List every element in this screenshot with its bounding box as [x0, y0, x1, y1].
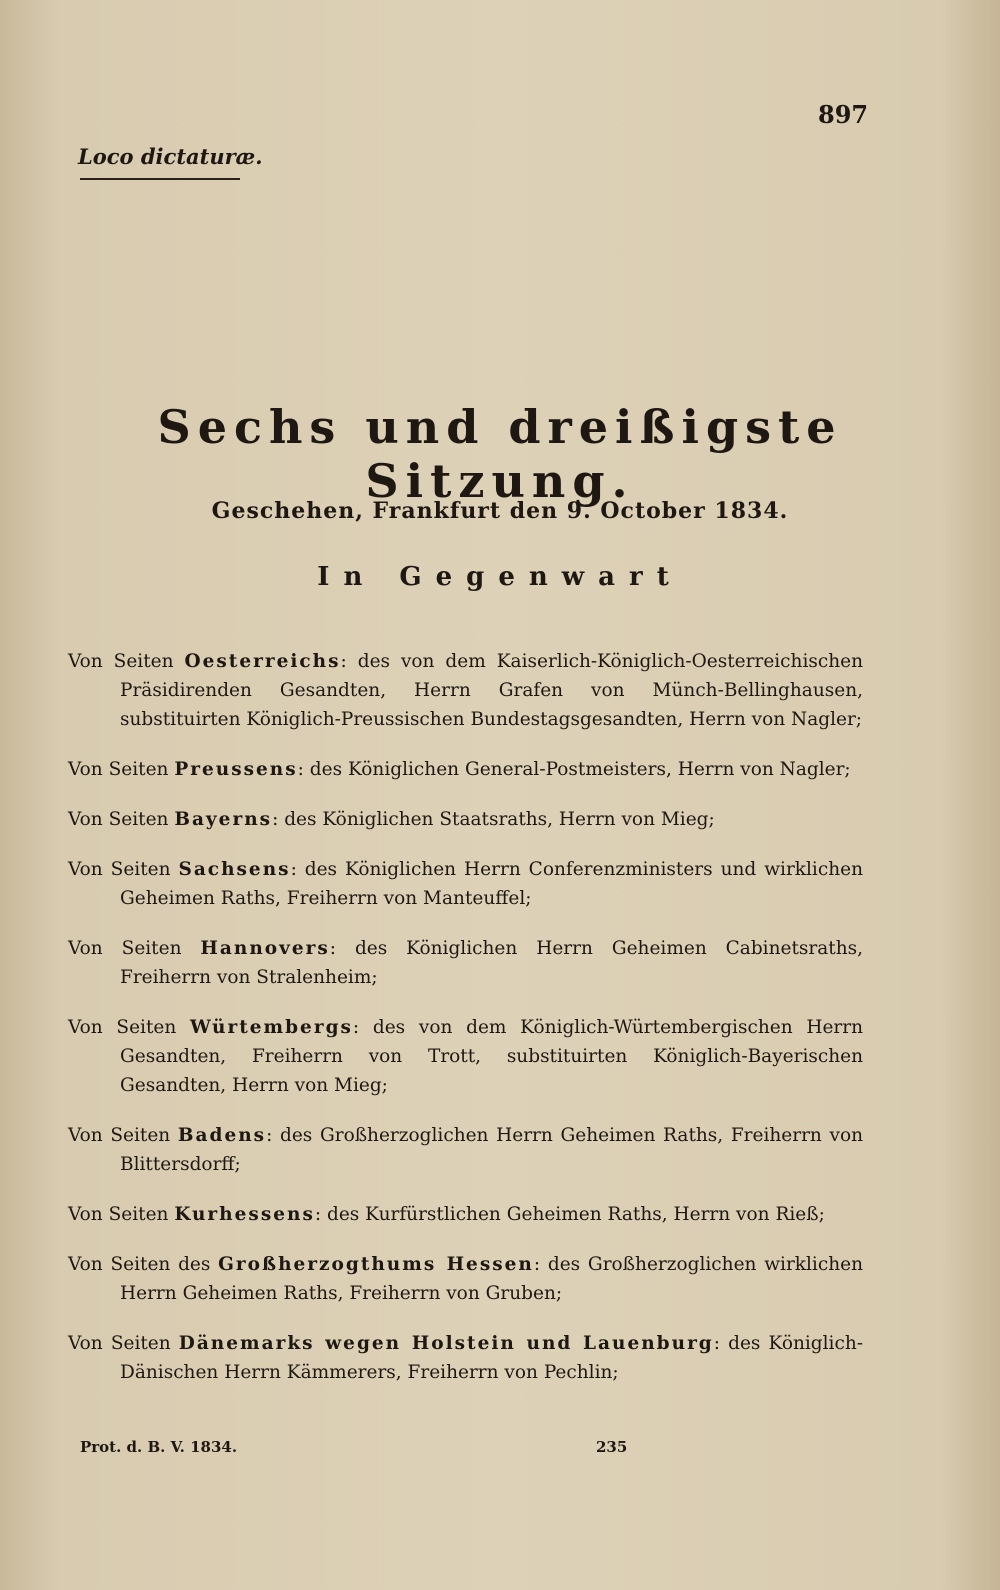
attendance-entry: Von Seiten Hannovers: des Königlichen Herrn Geheimen Cabinetsraths, Freiherrn von Stralenheim; — [68, 937, 863, 988]
header-rule — [80, 178, 240, 180]
attendance-entry: Von Seiten Kurhessens: des Kurfürstlichen Geheimen Raths, Herrn von Rieß; — [68, 1203, 825, 1225]
state-name: Dänemarks wegen Holstein und Lauenburg — [178, 1332, 714, 1354]
attendance-entry: Von Seiten des Großherzogthums Hessen: des Großherzoglichen wirklichen Herrn Geheimen Raths, Freiherrn von Gruben; — [68, 1253, 863, 1304]
attendance-entry: Von Seiten Preussens: des Königlichen General-Postmeisters, Herrn von Nagler; — [68, 758, 851, 780]
state-name: Oesterreichs — [184, 650, 341, 672]
attendance-entry: Von Seiten Bayerns: des Königlichen Staatsraths, Herrn von Mieg; — [68, 808, 715, 830]
state-name: Bayerns — [174, 808, 273, 830]
session-title: Sechs und dreißigste Sitzung. — [157, 400, 843, 508]
page-number: 897 — [818, 100, 869, 129]
header-note: Loco dictaturæ. — [78, 144, 263, 169]
attendance-entry: Von Seiten Würtembergs: des von dem Königlich-Würtembergischen Herrn Gesandten, Freiherrn von Trott, substituirten Königlich-Bayerischen Gesandten, Herrn von Mieg; — [68, 1016, 864, 1096]
state-name: Preussens — [174, 758, 298, 780]
session-date-line: Geschehen, Frankfurt den 9. October 1834. — [211, 498, 789, 524]
presence-heading: In Gegenwart — [317, 562, 683, 592]
attendance-entry: Von Seiten Oesterreichs: des von dem Kaiserlich-Königlich-Oesterreichischen Präsidirenden Gesandten, Herrn Grafen von Münch-Bellinghausen, substituirten Königlich-Preussischen Bundestagsgesandten, Herrn von Nagler; — [68, 650, 864, 730]
footer-sheet-number: 235 — [596, 1438, 628, 1456]
state-name: Hannovers — [200, 937, 330, 959]
attendance-entry: Von Seiten Sachsens: des Königlichen Herrn Conferenzministers und wirklichen Geheimen Raths, Freiherrn von Manteuffel; — [68, 858, 863, 909]
state-name: Großherzogthums Hessen — [218, 1253, 534, 1275]
state-name: Sachsens — [178, 858, 291, 880]
state-name: Kurhessens — [174, 1203, 315, 1225]
state-name: Würtembergs — [190, 1016, 353, 1038]
state-name: Badens — [177, 1124, 267, 1146]
attendance-entry: Von Seiten Dänemarks wegen Holstein und Lauenburg: des Königlich-Dänischen Herrn Kämmerers, Freiherrn von Pechlin; — [68, 1332, 863, 1383]
footer-signature: Prot. d. B. V. 1834. — [80, 1438, 238, 1456]
attendance-list — [68, 628, 863, 1408]
attendance-entry: Von Seiten Badens: des Großherzoglichen Herrn Geheimen Raths, Freiherrn von Blittersdorff; — [68, 1124, 864, 1175]
